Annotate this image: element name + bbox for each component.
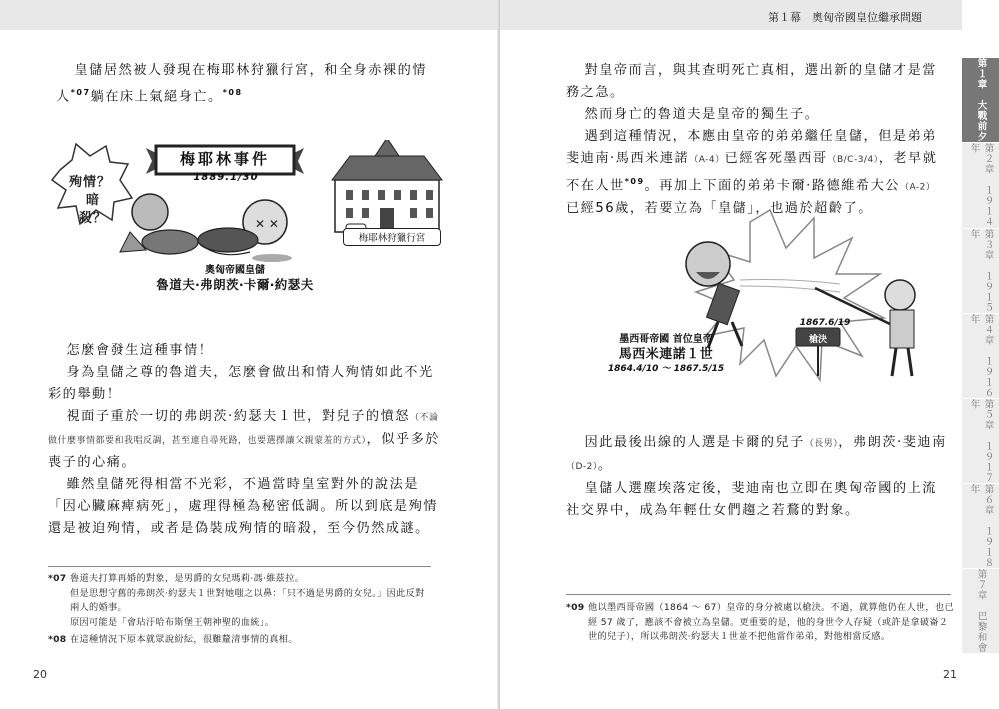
text-span: 。 xyxy=(597,458,613,473)
character-head-icon xyxy=(132,194,168,230)
bubble-line-1: 殉情？ xyxy=(68,175,111,190)
chapter-tab-4[interactable] xyxy=(962,314,999,399)
paragraph: 皇儲人選塵埃落定後，斐迪南也立即在奧匈帝國的上流社交界中，成為年輕仕女們趨之若鶩的對象。 xyxy=(566,481,937,518)
emperor-reign: 1864.4/10 ～ 1867.5/15 xyxy=(607,364,725,374)
soldier-head-icon xyxy=(885,280,915,310)
caption-name: 魯道夫‧弗朗茨‧卡爾‧約瑟夫 xyxy=(156,277,314,292)
footnote-line: 原因可能是「會玷汙哈布斯堡王朝神聖的血統」。 xyxy=(70,616,275,628)
footnote-ref-07[interactable]: *07 xyxy=(70,88,91,97)
chapter-tab-5[interactable] xyxy=(962,399,999,484)
right-page xyxy=(500,0,999,709)
text-span: 視面子重於一切的弗朗茨‧約瑟夫１世，對兒子的憤怒 xyxy=(66,409,410,424)
intro-line1b: 躺在床 xyxy=(90,89,135,105)
chapter-tab-3[interactable] xyxy=(962,229,999,314)
chapter-tab-7[interactable] xyxy=(962,569,999,654)
footnote-ref-08[interactable]: *08 xyxy=(222,88,243,97)
chapter-tab-2[interactable] xyxy=(962,143,999,229)
footnote-line: 但是思想守舊的弗朗茨‧約瑟夫１世對她嗤之以鼻：「只不過是男爵的女兒。」因此反對兩人的婚事。 xyxy=(70,587,425,613)
chapter-tab-6[interactable] xyxy=(962,484,999,569)
aside-note: （長男） xyxy=(804,439,839,449)
footnote-divider xyxy=(566,594,951,595)
footnote-ref-09[interactable]: *09 xyxy=(624,177,645,186)
footnote-08 xyxy=(48,633,433,648)
paragraph xyxy=(48,406,440,474)
intro-line2: 上氣絕身亡。 xyxy=(134,89,223,105)
footnote-line: 在這種情況下原本就眾說紛紜，很難釐清事情的真相。 xyxy=(70,634,298,645)
paragraph: 身為皇儲之尊的魯道夫，怎麼會做出和情人殉情如此不光彩的舉動！ xyxy=(48,365,434,402)
header-bar xyxy=(500,0,962,30)
intro-text xyxy=(56,60,436,108)
text-span: ，似乎多於喪子的心痛。 xyxy=(48,432,440,470)
building-label: 梅耶林狩獵行宮 xyxy=(343,228,441,246)
chapter-tab-label: 第７章 巴黎和會 xyxy=(975,569,987,653)
svg-text:✕ ✕: ✕ ✕ xyxy=(255,217,279,231)
text-span: ，弗朗茨‧斐迪南 xyxy=(838,435,947,450)
right-body-text-bottom xyxy=(566,432,950,522)
event-date: 1889.1/30 xyxy=(193,172,259,183)
caption-subtitle: 奧匈帝國皇儲 xyxy=(205,265,265,276)
footnote-mark: *07 xyxy=(48,573,67,584)
running-header: 第１幕 奧匈帝國皇位繼承問題 xyxy=(768,11,922,24)
header-bar xyxy=(0,0,499,30)
emperor-caption-name: 馬西米連諾１世 xyxy=(618,347,714,362)
event-banner-title: 梅耶林事件 xyxy=(179,150,270,168)
map-ref: （D-2） xyxy=(566,462,598,472)
aside-note: （不論做什麼事情都要和我唱反調，甚至連自尋死路，也要選擇讓父親蒙羞的方式） xyxy=(48,413,439,446)
emperor-head-icon xyxy=(686,242,730,286)
page-number-left: 20 xyxy=(33,668,47,681)
text-span: 遇到這種情況，本應由皇帝的弟弟繼任皇儲，但是弟弟斐迪南‧馬西米連諾 xyxy=(566,129,937,166)
footnote-line: 他以墨西哥帝國（1864 ～ 67）皇帝的身分被處以槍決。不過，就算他仍在人世，也已經 57 歲了，應該不會被立為皇儲。更重要的是，他的身世令人存疑（或許是拿破崙２世的兒子），所以弗朗茨‧約瑟夫１世並不把他當作弟弟，對他相當反感。 xyxy=(588,602,954,642)
emperor-caption-subtitle: 墨西哥帝國 首位皇帝 xyxy=(619,334,713,345)
speech-bubble-text xyxy=(67,174,113,228)
footnote-mark: *08 xyxy=(48,634,67,645)
map-ref: （A-2） xyxy=(899,182,936,193)
text-span: 已經客死墨西哥 xyxy=(724,151,828,166)
text-span: 。再加上下面的弟弟卡爾‧路德維希大公 xyxy=(644,178,900,194)
map-ref: （A-4） xyxy=(689,155,725,165)
chapter-tab-1[interactable] xyxy=(962,58,999,143)
execution-sign-label: 槍決 xyxy=(808,335,827,345)
chapter-tab-label: 第２章 １９１４年 xyxy=(968,143,994,227)
footnote-divider xyxy=(48,566,431,567)
text-span: 已經56歲，若要立為「皇儲」，也過於超齡了。 xyxy=(566,201,873,217)
paragraph: 然而身亡的魯道夫是皇帝的獨生子。 xyxy=(584,107,820,122)
right-body-text-top xyxy=(566,60,950,220)
paragraph: 對皇帝而言，與其查明死亡真相，選出新的皇儲才是當務之急。 xyxy=(566,63,937,100)
paragraph: 怎麼會發生這種事情！ xyxy=(66,343,214,358)
page-number-right: 21 xyxy=(943,668,957,681)
footnote-07 xyxy=(48,572,433,630)
footnote-09 xyxy=(566,601,956,645)
chapter-tab-label: 第４章 １９１６年 xyxy=(968,314,994,398)
paragraph: 雖然皇儲死得相當不光彩，不過當時皇室對外的說法是「因心臟麻痺病死」，處理得極為秘密低調。所以到底是殉情還是被迫殉情，或者是偽裝成殉情的暗殺，至今仍然成謎。 xyxy=(48,477,438,536)
chapter-tab-label: 第３章 １９１５年 xyxy=(968,229,994,313)
left-page xyxy=(0,0,499,709)
text-span: ，老早就不在人世 xyxy=(566,151,938,194)
execution-date: 1867.6/19 xyxy=(799,318,851,328)
chapter-tab-label: 第６章 １９１８年 xyxy=(968,484,994,568)
left-footnotes xyxy=(48,572,433,648)
left-body-text xyxy=(48,340,440,540)
chapter-tabs xyxy=(962,58,999,658)
castle-icon xyxy=(332,140,442,242)
right-footnotes xyxy=(566,601,956,645)
chapter-tab-label: 第１章 大戰前夕 xyxy=(975,58,987,142)
map-ref: （B/C-3/4） xyxy=(827,155,879,165)
intro-line1: 皇儲居然被人發現在梅耶林狩獵行宮，和全身赤裸的情人 xyxy=(56,63,427,105)
bubble-line-2: 暗殺？ xyxy=(78,193,107,226)
paragraph xyxy=(566,432,950,478)
text-span: 因此最後出線的人選是卡爾的兒子 xyxy=(584,435,805,450)
chapter-tab-label: 第５章 １９１７年 xyxy=(968,399,994,483)
footnote-mark: *09 xyxy=(566,602,585,613)
footnote-line: 魯道夫打算再婚的對象，是男爵的女兒瑪莉‧馮‧維茲拉。 xyxy=(70,573,305,584)
